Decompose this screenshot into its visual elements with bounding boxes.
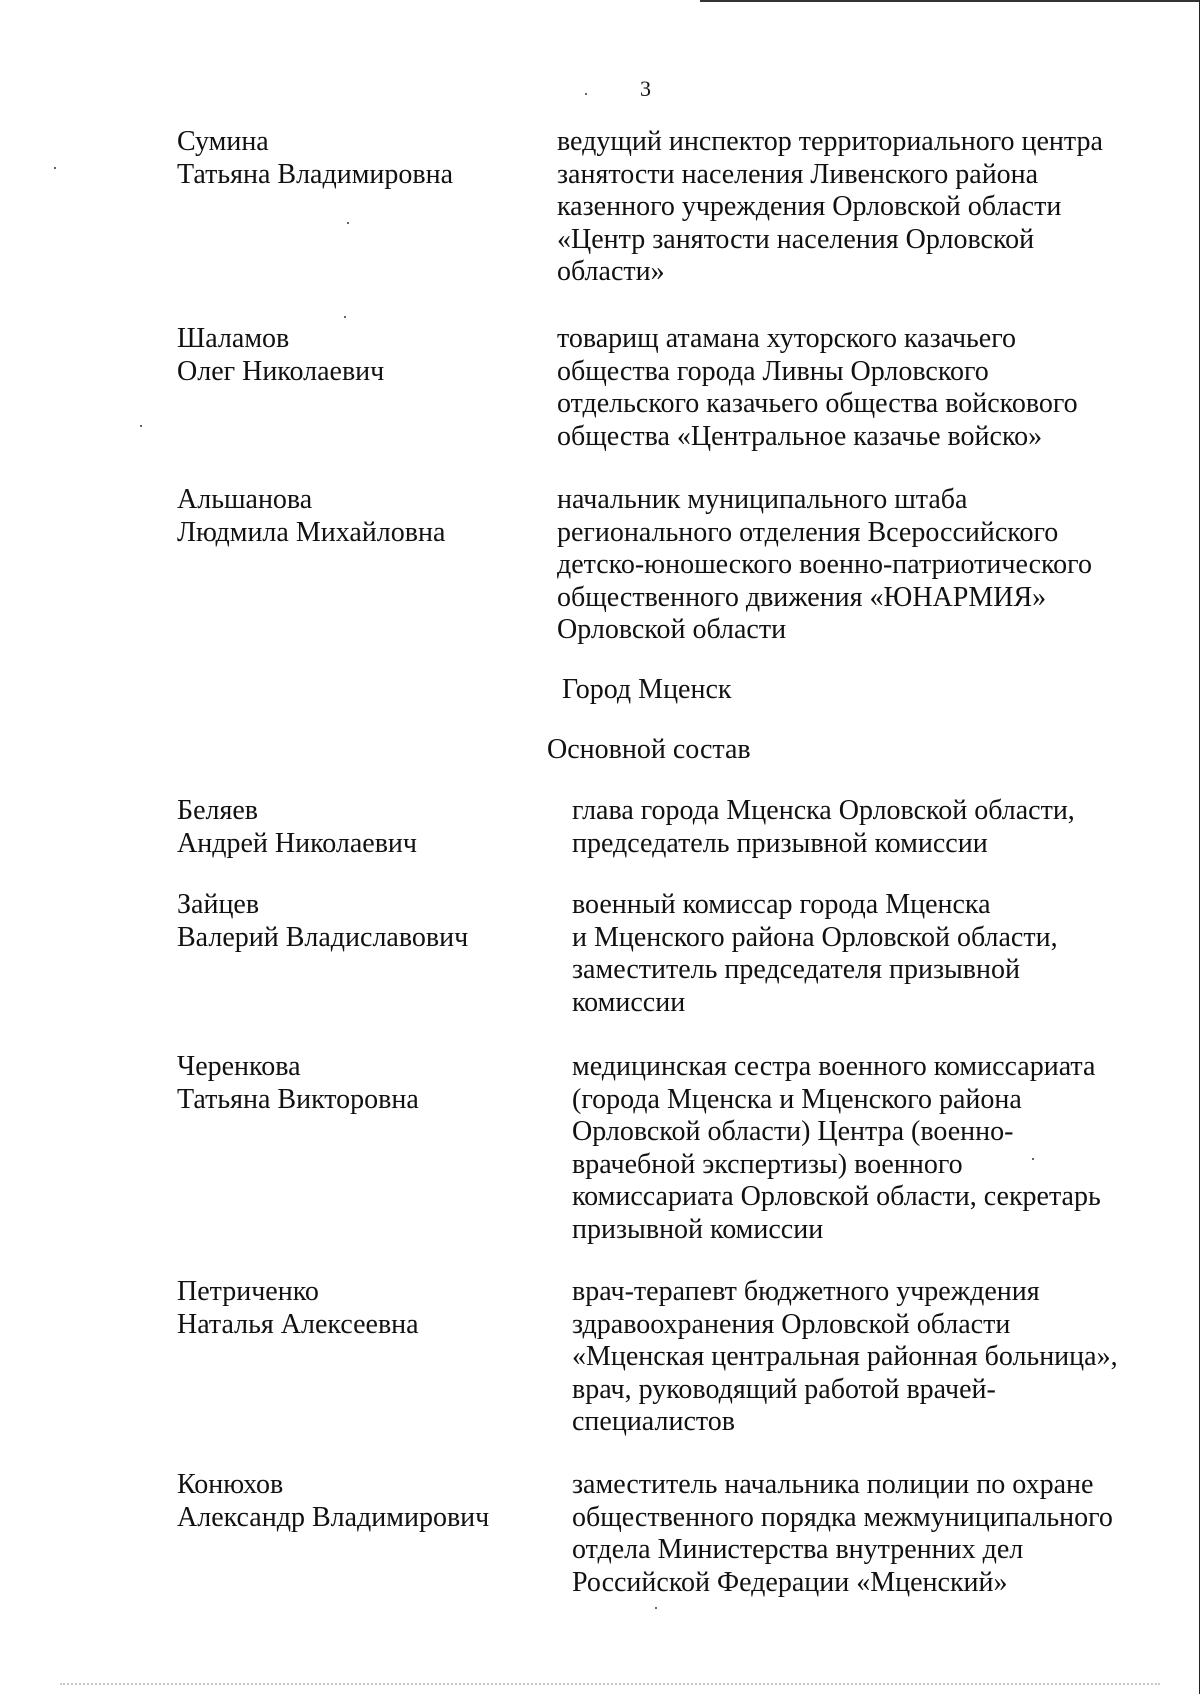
member-name [177,889,468,954]
role-line: заместитель начальника полиции по охране [572,1469,1094,1500]
role-line: детско-юношеского военно-патриотического [557,549,1092,580]
member-name [177,323,384,388]
member-role [557,323,1078,453]
role-line: врач-терапевт бюджетного учреждения [572,1276,1040,1307]
role-line: общества «Центральное казачье войско» [557,420,1043,452]
role-line: начальник муниципального штаба [557,484,968,515]
member-role [572,1469,1113,1599]
scan-speck [1032,1158,1034,1160]
scan-top-edge [700,0,1200,2]
role-line: и Мценского района Орловской области, [572,921,1058,953]
member-surname: Шаламов [177,323,290,354]
member-role [557,126,1103,289]
role-line: глава города Мценска Орловской области, [572,795,1075,826]
member-role [572,1276,1118,1439]
section-city-heading: Город Мценск [562,674,732,705]
scan-speck [347,222,349,224]
section-subtitle: Основной состав [547,734,751,765]
role-line: области» [557,256,665,287]
member-surname: Беляев [177,795,259,826]
role-line: (города Мценска и Мценского района [572,1083,1022,1115]
scan-speck [344,316,346,318]
role-line: «Центр занятости населения Орловской [557,223,1035,255]
member-name [177,126,453,191]
member-surname: Черенкова [177,1051,301,1082]
role-line: Российской Федерации «Мценский» [572,1566,1008,1598]
member-name [177,484,445,549]
member-given-names: Татьяна Владимировна [177,158,454,190]
role-line: заместитель председателя призывной [572,954,1020,985]
member-name [177,1469,489,1534]
member-given-names: Александр Владимирович [177,1501,490,1533]
member-role [557,484,1092,647]
member-given-names: Валерий Владиславович [177,921,469,953]
member-given-names: Олег Николаевич [177,355,385,387]
role-line: общества города Ливны Орловского [557,355,989,387]
member-role [572,795,1075,860]
member-name [177,795,417,860]
role-line: ведущий инспектор территориального центра [557,126,1103,157]
role-line: Орловской области) Центра (военно- [572,1116,1014,1147]
role-line: призывной комиссии [572,1213,824,1245]
role-line: казенного учреждения Орловской области [557,191,1062,222]
member-surname: Зайцев [177,889,260,920]
page-number: 3 [640,76,651,101]
member-surname: Сумина [177,126,269,157]
scan-speck [585,93,587,95]
role-line: специалистов [572,1406,735,1437]
role-line: медицинская сестра военного комиссариата [572,1051,1096,1082]
member-given-names: Наталья Алексеевна [177,1308,419,1340]
role-line: занятости населения Ливенского района [557,158,1039,190]
role-line: здравоохранения Орловской области [572,1308,1011,1340]
member-surname: Петриченко [177,1276,319,1307]
member-role [572,889,1058,1019]
member-given-names: Людмила Михайловна [177,516,446,548]
member-given-names: Андрей Николаевич [177,827,417,859]
role-line: военный комиссар города Мценска [572,889,991,920]
role-line: отдела Министерства внутренних дел [572,1534,1024,1565]
role-line: председатель призывной комиссии [572,827,988,859]
scan-bottom-edge [60,1683,1160,1685]
scan-speck [140,425,142,427]
role-line: отдельского казачьего общества войскового [557,388,1078,419]
member-name [177,1051,419,1116]
role-line: товарищ атамана хуторского казачьего [557,323,1017,354]
member-surname: Альшанова [177,484,313,515]
role-line: комиссии [572,986,686,1018]
member-surname: Конюхов [177,1469,284,1500]
role-line: Орловской области [557,614,787,645]
member-given-names: Татьяна Викторовна [177,1083,419,1115]
scan-speck [54,167,56,169]
role-line: врачебной экспертизы) военного [572,1148,963,1180]
role-line: комиссариата Орловской области, секретарь [572,1181,1101,1212]
scan-speck [655,1607,657,1609]
member-name [177,1276,419,1341]
role-line: регионального отделения Всероссийского [557,516,1059,548]
role-line: общественного порядка межмуниципального [572,1501,1113,1533]
member-role [572,1051,1101,1246]
role-line: общественного движения «ЮНАРМИЯ» [557,581,1047,613]
role-line: «Мценская центральная районная больница», [572,1341,1118,1372]
role-line: врач, руководящий работой врачей- [572,1373,996,1405]
